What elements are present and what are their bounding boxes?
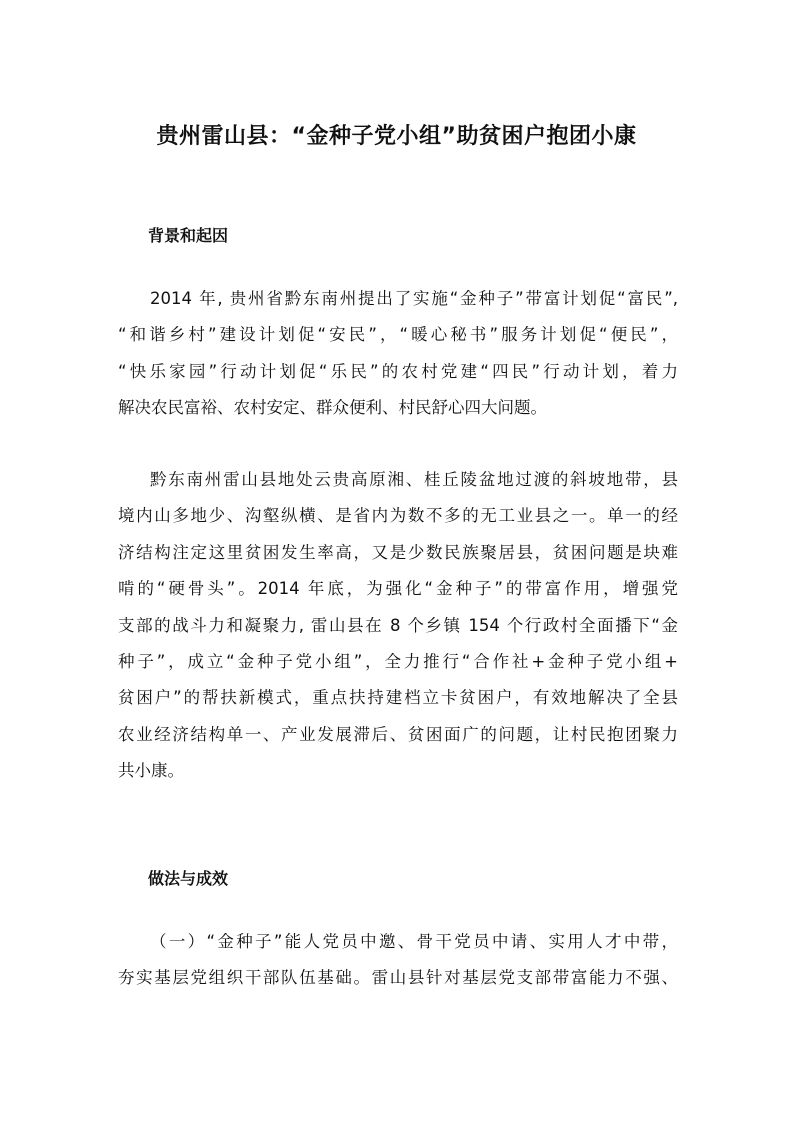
paragraph-line: 境内山多地少、沟壑纵横、是省内为数不多的无工业县之一。单一的经	[118, 506, 678, 526]
paragraph-line: 济结构注定这里贫困发生率高，又是少数民族聚居县，贫困问题是块难	[118, 542, 678, 562]
paragraph-line: 解决农民富裕、农村安定、群众便利、村民舒心四大问题。	[118, 398, 547, 418]
document-title: 贵州雷山县：“金种子党小组”助贫困户抱团小康	[156, 124, 637, 149]
section-heading-methods: 做法与成效	[148, 869, 229, 888]
paragraph-line: 啃的“硬骨头”。2014 年底，为强化“金种子”的带富作用，增强党	[118, 579, 678, 599]
paragraph-line: 种子”，成立“金种子党小组”，全力推行“合作社+金种子党小组+	[118, 651, 678, 671]
paragraph-line: 贫困户”的帮扶新模式，重点扶持建档立卡贫困户，有效地解决了全县	[118, 688, 678, 708]
paragraph-line: “和谐乡村”建设计划促“安民”，“暖心秘书”服务计划促“便民”，	[118, 325, 678, 345]
paragraph-line: 2014 年, 贵州省黔东南州提出了实施“金种子”带富计划促“富民”,	[150, 289, 678, 308]
paragraph-line: 共小康。	[118, 761, 184, 781]
paragraph-line: 支部的战斗力和凝聚力, 雷山县在 8 个乡镇 154 个行政村全面播下“金	[118, 615, 678, 635]
paragraph-line: “快乐家园”行动计划促“乐民”的农村党建“四民”行动计划，着力	[118, 361, 678, 381]
paragraph-line: （一）“金种子”能人党员中邀、骨干党员中请、实用人才中带，	[150, 932, 678, 951]
paragraph-line: 夯实基层党组织干部队伍基础。雷山县针对基层党支部带富能力不强、	[118, 968, 678, 988]
section-heading-background: 背景和起因	[148, 226, 229, 245]
paragraph-line: 农业经济结构单一、产业发展滞后、贫困面广的问题，让村民抱团聚力	[118, 724, 678, 744]
paragraph-2	[118, 462, 678, 790]
paragraph-1	[118, 281, 678, 427]
paragraph-line: 黔东南州雷山县地处云贵高原湘、桂丘陵盆地过渡的斜坡地带，县	[150, 470, 678, 489]
paragraph-3	[118, 924, 678, 997]
